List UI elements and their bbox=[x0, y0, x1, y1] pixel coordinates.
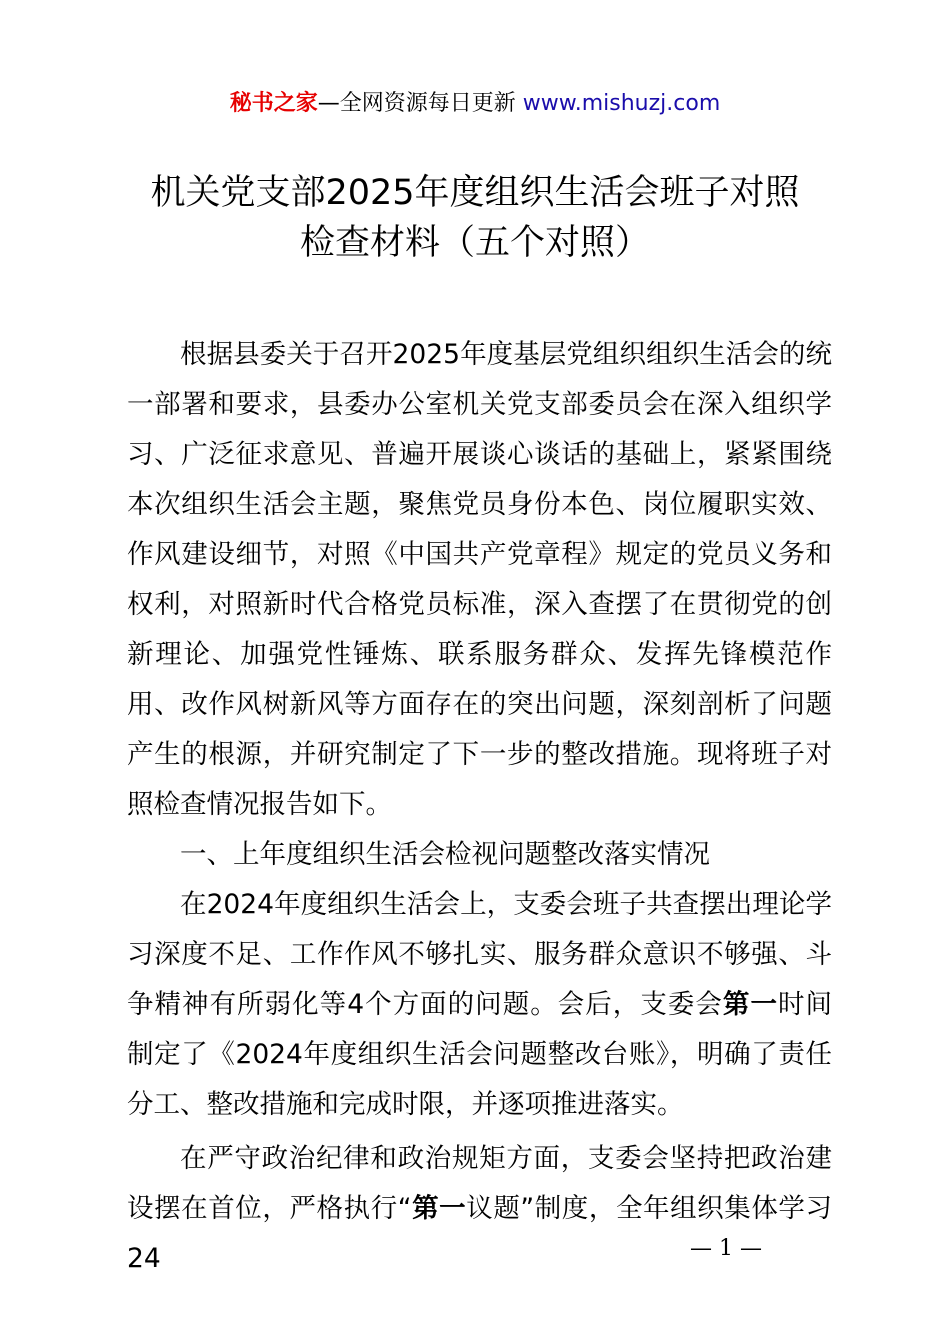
intro-paragraph: 根据县委关于召开2025年度基层党组织组织生活会的统一部署和要求，县委办公室机关党支部委员会在深入组织学习、广泛征求意见、普遍开展谈心谈话的基础上，紧紧围绕本次组织生活会主题，聚焦党员身份本色、岗位履职实效、作风建设细节，对照《中国共产党章程》规定的党员义务和权利，对照新时代合格党员标准，深入查摆了在贯彻党的创新理论、加强党性锤炼、联系服务群众、发挥先锋模范作用、改作风树新风等方面存在的突出问题，深刻剖析了问题产生的根源，并研究制定了下一步的整改措施。现将班子对照检查情况报告如下。 bbox=[127, 339, 832, 820]
paragraph-2-part-b: 时间制定了《2024年度组织生活会问题整改台账》，明确了责任分工、整改措施和完成时限，并逐项推进落实。 bbox=[127, 989, 833, 1120]
paragraph-2-bold: 第一 bbox=[722, 989, 778, 1020]
brand-name: 秘书之家 bbox=[229, 91, 318, 116]
title-line-1: 机关党支部2025年度组织生活会班子对照 bbox=[150, 173, 800, 213]
paragraph-3 bbox=[127, 1134, 832, 1284]
paragraph-2-part-a: 在2024年度组织生活会上，支委会班子共查摆出理论学习深度不足、工作作风不够扎实、服务群众意识不够强、斗争精神有所弱化等4个方面的问题。会后，支委会 bbox=[127, 889, 832, 1020]
title-line-2: 检查材料（五个对照） bbox=[299, 223, 650, 263]
paragraph-3-bold: 第一 bbox=[411, 1193, 467, 1224]
header-tagline: —全网资源每日更新 bbox=[317, 91, 523, 116]
paragraph-2 bbox=[127, 880, 832, 1130]
site-url-link[interactable]: www.mishuzj.com bbox=[522, 91, 721, 116]
page-number: — 1 — bbox=[690, 1236, 762, 1261]
document-body bbox=[127, 330, 832, 1284]
section-heading-1: 一、上年度组织生活会检视问题整改落实情况 bbox=[180, 839, 710, 870]
site-header bbox=[0, 88, 950, 120]
document-title bbox=[0, 168, 950, 268]
paragraph-3-part-b: 议题”制度，全年组织集体学习24 bbox=[127, 1193, 832, 1274]
paragraph-3-part-a: 在严守政治纪律和政治规矩方面，支委会坚持把政治建设摆在首位，严格执行“ bbox=[127, 1143, 832, 1224]
